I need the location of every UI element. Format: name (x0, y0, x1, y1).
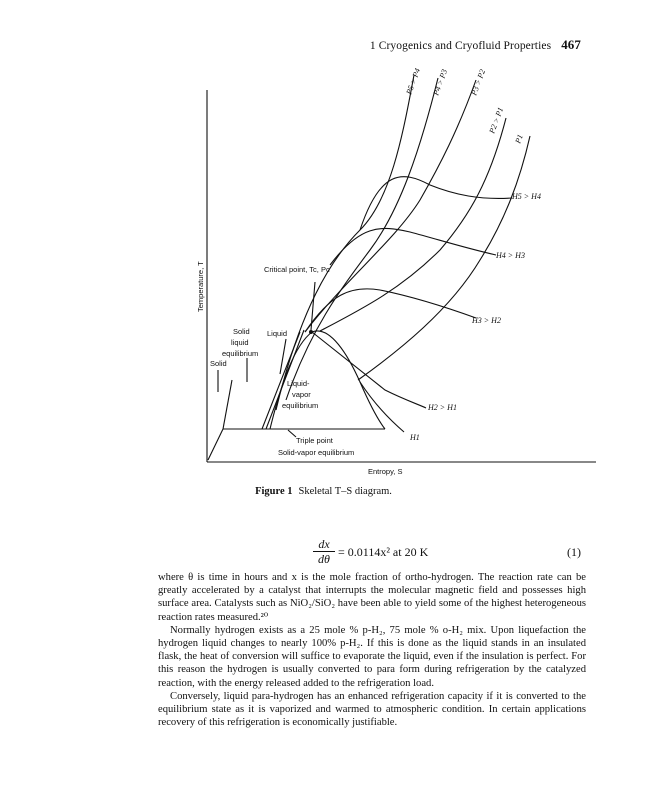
liquid-label: Liquid (267, 329, 288, 338)
enthalpy-label-h4: H4 > H3 (496, 251, 525, 260)
solid-liquid-eq-label-2: liquid (231, 338, 249, 347)
enthalpy-label-h1: H1 (410, 433, 420, 442)
lv-eq-label-1: Liquid- (287, 379, 310, 388)
pressure-label-p5: P5 > P4 (404, 67, 423, 96)
figure-caption-label: Figure 1 (255, 486, 293, 497)
solid-liquid-eq-label-3: equilibrium (222, 349, 259, 358)
body-text (158, 571, 586, 729)
isenthalp-h5 (360, 177, 512, 230)
equation-1 (0, 538, 647, 568)
figure-caption (0, 486, 647, 497)
y-axis-label: Temperature, T (196, 261, 205, 312)
solid-label: Solid (210, 359, 227, 368)
pressure-label-p2: P2 > P1 (487, 106, 506, 135)
pressure-label-p3: P3 > P2 (469, 68, 488, 97)
solid-boundary-left (208, 429, 223, 460)
paragraph-3: Conversely, liquid para-hydrogen has an enhanced refrigeration capacity if it is converted to the equilibrium state as it is vaporized and warmed to atmospheric condition. In certain applications recovery of this refrigeration is economically justifiable. (158, 690, 586, 729)
equation-numerator: dx (313, 538, 335, 552)
isobar-p5 (276, 75, 414, 410)
paragraph-2: Normally hydrogen exists as a 25 mole % p-H₂, 75 mole % o-H₂ mix. Upon liquefaction the hydrogen liquid changes to nearly 100% p-H₂. If this is done as the liquid stands in an insulated flask, the heat of conversion will suffice to evaporate the liquid, even if the insulation is perfect. For this reason the hydrogen is usually converted to para form during refrigeration by the catalyzed reaction, with the energy released added to the refrigeration load. (158, 624, 586, 689)
chapter-title: 1 Cryogenics and Cryofluid Properties (369, 40, 552, 52)
pressure-label-p4: P4 > P3 (431, 68, 450, 97)
triple-point-label: Triple point (296, 436, 333, 445)
figure-caption-text: Skeletal T–S diagram. (298, 486, 392, 497)
isenthalp-h2 (312, 332, 426, 408)
solid-vapor-eq-label: Solid-vapor equilibrium (278, 448, 355, 457)
lv-eq-label-3: equilibrium (282, 401, 319, 410)
pressure-label-p1: P1 (513, 133, 525, 145)
equation-body: = 0.0114x² at 20 K (338, 545, 429, 559)
isobar-p2 (320, 118, 506, 331)
equation-denominator: dθ (318, 552, 330, 566)
x-axis-label: Entropy, S (368, 467, 403, 476)
critical-point-label: Critical point, Tc, Pc (264, 265, 330, 274)
enthalpy-label-h3: H3 > H2 (472, 316, 501, 325)
isenthalp-h4 (330, 228, 496, 265)
solid-boundary-inner (223, 380, 232, 429)
isobar-p4 (286, 78, 438, 400)
equation-number: (1) (567, 545, 581, 559)
page-number: 467 (561, 37, 581, 52)
enthalpy-label-h2: H2 > H1 (428, 403, 457, 412)
solid-liquid-eq-label-1: Solid (233, 327, 250, 336)
equation-fraction (313, 538, 335, 566)
isobar-p3 (305, 80, 476, 332)
paragraph-1: where θ is time in hours and x is the mole fraction of ortho-hydrogen. The reaction rate can be greatly accelerated by a catalyst that interrupts the molecular magnetic field and possesses high surface area. Catalysts such as NiO₂/SiO₂ have been able to yield some of the highest heterogeneous reaction rates measured.²⁰ (158, 572, 586, 623)
triple-point-leader (288, 430, 296, 437)
critical-point-marker (309, 330, 313, 334)
enthalpy-label-h5: H5 > H4 (512, 192, 541, 201)
lv-eq-label-2: vapor (292, 390, 311, 399)
